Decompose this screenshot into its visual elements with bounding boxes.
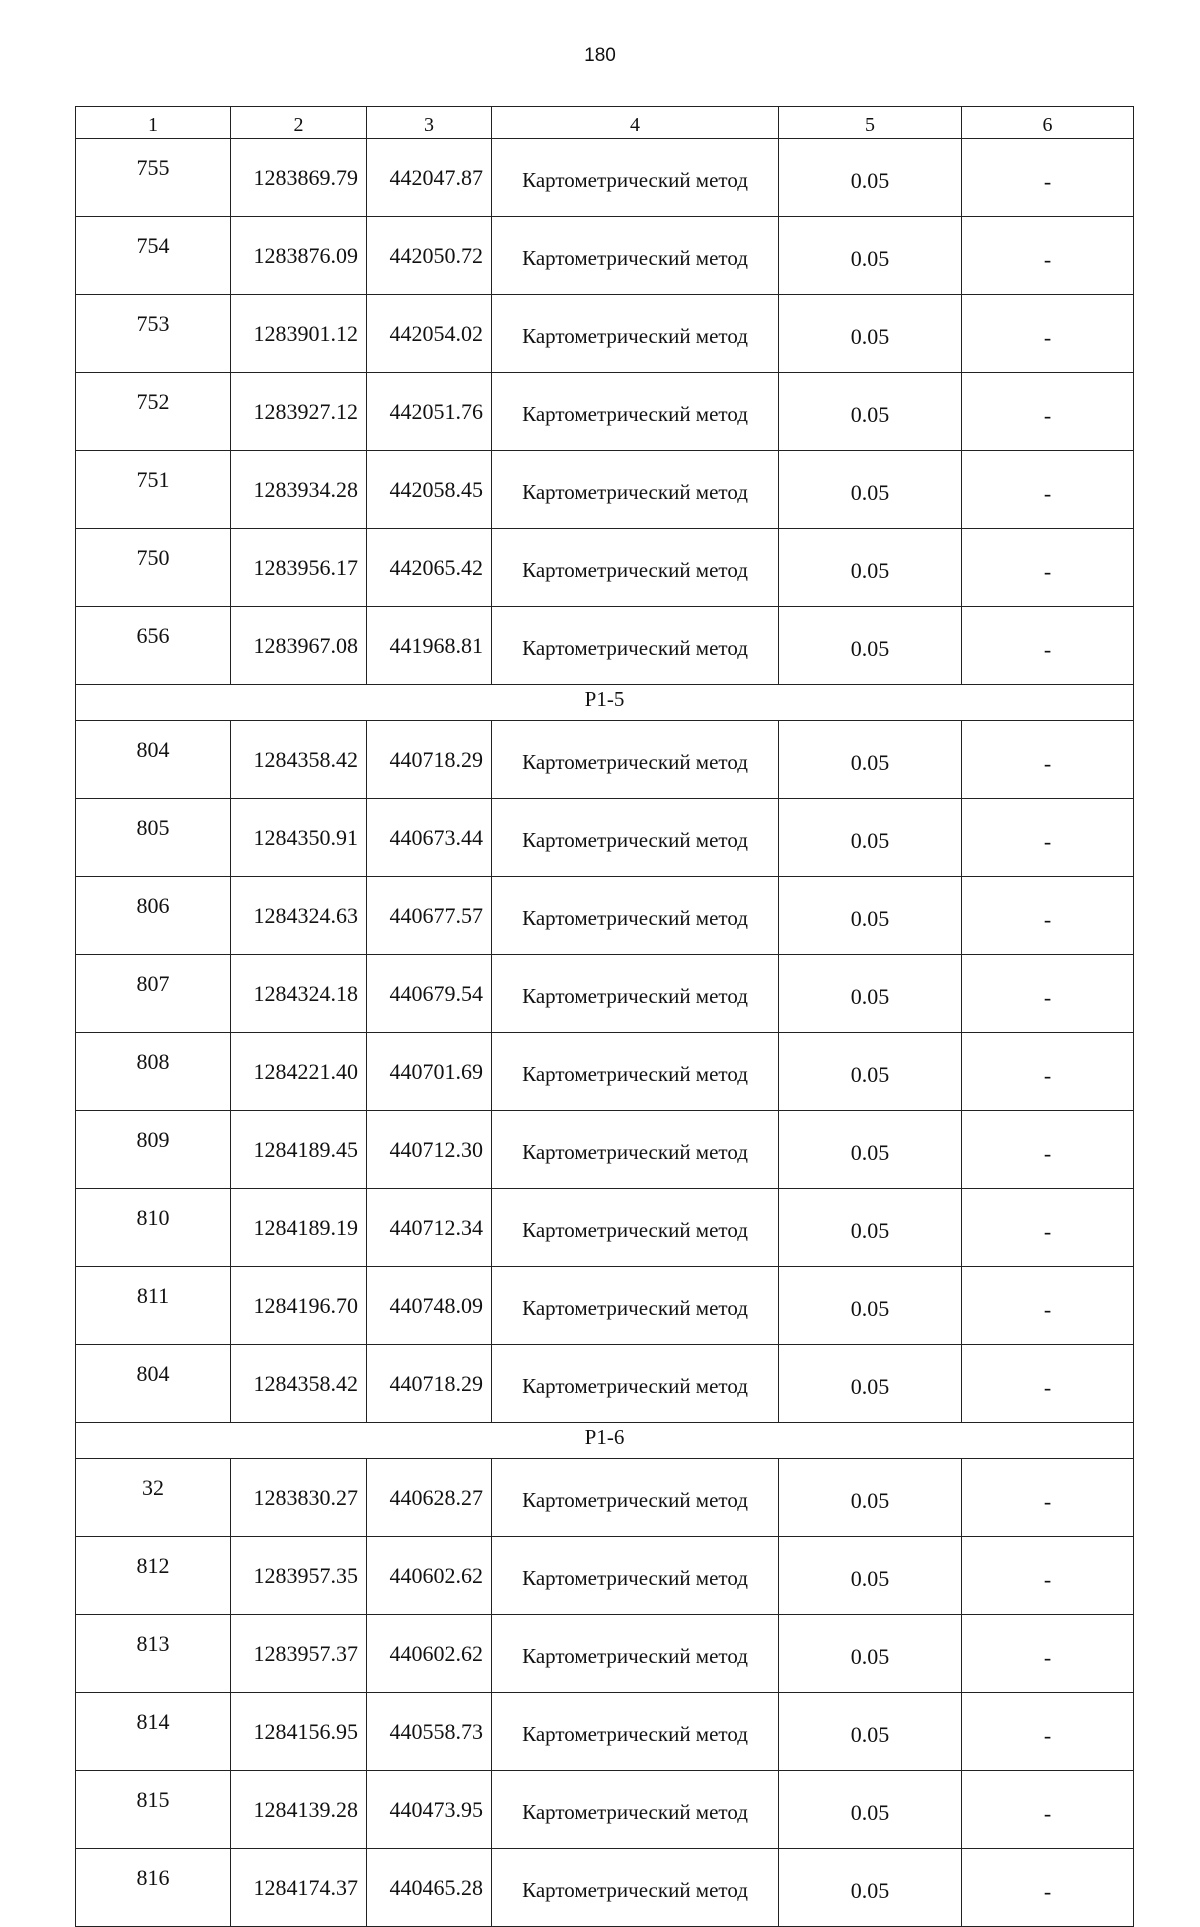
method-cell: Картометрический метод [492, 373, 779, 451]
x-coordinate-cell: 1283901.12 [231, 295, 367, 373]
description-cell: - [962, 217, 1134, 295]
accuracy-cell: 0.05 [779, 295, 962, 373]
accuracy-cell: 0.05 [779, 1033, 962, 1111]
point-number-cell: 754 [76, 217, 231, 295]
x-coordinate-cell: 1283967.08 [231, 607, 367, 685]
point-number-cell: 811 [76, 1267, 231, 1345]
point-number-cell: 808 [76, 1033, 231, 1111]
y-coordinate-cell: 442065.42 [367, 529, 492, 607]
point-number-cell: 804 [76, 721, 231, 799]
description-cell: - [962, 721, 1134, 799]
table-row [76, 295, 1134, 373]
description-cell: - [962, 1345, 1134, 1423]
y-coordinate-cell: 440558.73 [367, 1693, 492, 1771]
accuracy-cell: 0.05 [779, 1615, 962, 1693]
method-cell: Картометрический метод [492, 607, 779, 685]
table-row [76, 1267, 1134, 1345]
column-number-row [76, 107, 1134, 139]
method-cell: Картометрический метод [492, 295, 779, 373]
x-coordinate-cell: 1283957.37 [231, 1615, 367, 1693]
description-cell: - [962, 529, 1134, 607]
x-coordinate-cell: 1283830.27 [231, 1459, 367, 1537]
point-number-cell: 816 [76, 1849, 231, 1927]
description-cell: - [962, 1771, 1134, 1849]
table-row [76, 799, 1134, 877]
method-cell: Картометрический метод [492, 1615, 779, 1693]
section-header-row [76, 1423, 1134, 1459]
description-cell: - [962, 1111, 1134, 1189]
description-cell: - [962, 451, 1134, 529]
point-number-cell: 812 [76, 1537, 231, 1615]
method-cell: Картометрический метод [492, 1267, 779, 1345]
x-coordinate-cell: 1283957.35 [231, 1537, 367, 1615]
y-coordinate-cell: 440718.29 [367, 1345, 492, 1423]
description-cell: - [962, 1459, 1134, 1537]
method-cell: Картометрический метод [492, 1111, 779, 1189]
description-cell: - [962, 1033, 1134, 1111]
accuracy-cell: 0.05 [779, 1459, 962, 1537]
x-coordinate-cell: 1284196.70 [231, 1267, 367, 1345]
accuracy-cell: 0.05 [779, 721, 962, 799]
table-row [76, 139, 1134, 217]
point-number-cell: 751 [76, 451, 231, 529]
method-cell: Картометрический метод [492, 1849, 779, 1927]
method-cell: Картометрический метод [492, 529, 779, 607]
y-coordinate-cell: 442047.87 [367, 139, 492, 217]
point-number-cell: 755 [76, 139, 231, 217]
method-cell: Картометрический метод [492, 1189, 779, 1267]
y-coordinate-cell: 440602.62 [367, 1615, 492, 1693]
accuracy-cell: 0.05 [779, 1189, 962, 1267]
method-cell: Картометрический метод [492, 217, 779, 295]
x-coordinate-cell: 1283876.09 [231, 217, 367, 295]
method-cell: Картометрический метод [492, 139, 779, 217]
y-coordinate-cell: 440677.57 [367, 877, 492, 955]
description-cell: - [962, 1267, 1134, 1345]
accuracy-cell: 0.05 [779, 373, 962, 451]
y-coordinate-cell: 440473.95 [367, 1771, 492, 1849]
y-coordinate-cell: 442054.02 [367, 295, 492, 373]
accuracy-cell: 0.05 [779, 1771, 962, 1849]
table-row [76, 529, 1134, 607]
method-cell: Картометрический метод [492, 1537, 779, 1615]
point-number-cell: 804 [76, 1345, 231, 1423]
point-number-cell: 813 [76, 1615, 231, 1693]
section-label: Р1-5 [76, 685, 1134, 721]
column-header: 3 [367, 107, 492, 139]
y-coordinate-cell: 440701.69 [367, 1033, 492, 1111]
accuracy-cell: 0.05 [779, 139, 962, 217]
accuracy-cell: 0.05 [779, 1345, 962, 1423]
x-coordinate-cell: 1284358.42 [231, 1345, 367, 1423]
accuracy-cell: 0.05 [779, 607, 962, 685]
table-row [76, 1615, 1134, 1693]
column-header: 2 [231, 107, 367, 139]
point-number-cell: 814 [76, 1693, 231, 1771]
point-number-cell: 752 [76, 373, 231, 451]
table-row [76, 217, 1134, 295]
accuracy-cell: 0.05 [779, 1849, 962, 1927]
table-row [76, 1189, 1134, 1267]
point-number-cell: 810 [76, 1189, 231, 1267]
section-header-row [76, 685, 1134, 721]
table-row [76, 1849, 1134, 1927]
method-cell: Картометрический метод [492, 1459, 779, 1537]
y-coordinate-cell: 440712.30 [367, 1111, 492, 1189]
point-number-cell: 753 [76, 295, 231, 373]
accuracy-cell: 0.05 [779, 877, 962, 955]
table-row [76, 877, 1134, 955]
point-number-cell: 815 [76, 1771, 231, 1849]
table-row [76, 451, 1134, 529]
table-row [76, 1459, 1134, 1537]
y-coordinate-cell: 440748.09 [367, 1267, 492, 1345]
description-cell: - [962, 1615, 1134, 1693]
method-cell: Картометрический метод [492, 1033, 779, 1111]
page-number: 180 [584, 45, 616, 66]
description-cell: - [962, 295, 1134, 373]
point-number-cell: 807 [76, 955, 231, 1033]
column-header: 4 [492, 107, 779, 139]
x-coordinate-cell: 1283934.28 [231, 451, 367, 529]
x-coordinate-cell: 1284174.37 [231, 1849, 367, 1927]
point-number-cell: 805 [76, 799, 231, 877]
accuracy-cell: 0.05 [779, 1693, 962, 1771]
table-row [76, 373, 1134, 451]
accuracy-cell: 0.05 [779, 217, 962, 295]
y-coordinate-cell: 440718.29 [367, 721, 492, 799]
table-body [76, 107, 1134, 1927]
point-number-cell: 809 [76, 1111, 231, 1189]
table-row [76, 955, 1134, 1033]
column-header: 6 [962, 107, 1134, 139]
description-cell: - [962, 877, 1134, 955]
column-header: 1 [76, 107, 231, 139]
accuracy-cell: 0.05 [779, 1111, 962, 1189]
table-row [76, 607, 1134, 685]
y-coordinate-cell: 440712.34 [367, 1189, 492, 1267]
x-coordinate-cell: 1283927.12 [231, 373, 367, 451]
y-coordinate-cell: 440673.44 [367, 799, 492, 877]
y-coordinate-cell: 440602.62 [367, 1537, 492, 1615]
x-coordinate-cell: 1284324.63 [231, 877, 367, 955]
description-cell: - [962, 373, 1134, 451]
y-coordinate-cell: 440465.28 [367, 1849, 492, 1927]
description-cell: - [962, 1537, 1134, 1615]
description-cell: - [962, 1693, 1134, 1771]
table-row [76, 1771, 1134, 1849]
method-cell: Картометрический метод [492, 1345, 779, 1423]
y-coordinate-cell: 440628.27 [367, 1459, 492, 1537]
table-row [76, 1537, 1134, 1615]
table-row [76, 1693, 1134, 1771]
table-row [76, 1033, 1134, 1111]
point-number-cell: 32 [76, 1459, 231, 1537]
description-cell: - [962, 139, 1134, 217]
method-cell: Картометрический метод [492, 451, 779, 529]
accuracy-cell: 0.05 [779, 955, 962, 1033]
y-coordinate-cell: 441968.81 [367, 607, 492, 685]
x-coordinate-cell: 1284156.95 [231, 1693, 367, 1771]
section-label: Р1-6 [76, 1423, 1134, 1459]
method-cell: Картометрический метод [492, 955, 779, 1033]
x-coordinate-cell: 1284350.91 [231, 799, 367, 877]
method-cell: Картометрический метод [492, 721, 779, 799]
x-coordinate-cell: 1284189.45 [231, 1111, 367, 1189]
table-row [76, 1345, 1134, 1423]
x-coordinate-cell: 1284358.42 [231, 721, 367, 799]
x-coordinate-cell: 1284139.28 [231, 1771, 367, 1849]
accuracy-cell: 0.05 [779, 529, 962, 607]
accuracy-cell: 0.05 [779, 1267, 962, 1345]
accuracy-cell: 0.05 [779, 451, 962, 529]
accuracy-cell: 0.05 [779, 799, 962, 877]
column-header: 5 [779, 107, 962, 139]
method-cell: Картометрический метод [492, 799, 779, 877]
description-cell: - [962, 1849, 1134, 1927]
y-coordinate-cell: 440679.54 [367, 955, 492, 1033]
x-coordinate-cell: 1284324.18 [231, 955, 367, 1033]
description-cell: - [962, 955, 1134, 1033]
description-cell: - [962, 607, 1134, 685]
x-coordinate-cell: 1284221.40 [231, 1033, 367, 1111]
coordinates-table [75, 106, 1134, 1927]
y-coordinate-cell: 442058.45 [367, 451, 492, 529]
point-number-cell: 750 [76, 529, 231, 607]
x-coordinate-cell: 1283869.79 [231, 139, 367, 217]
x-coordinate-cell: 1283956.17 [231, 529, 367, 607]
method-cell: Картометрический метод [492, 1693, 779, 1771]
description-cell: - [962, 799, 1134, 877]
description-cell: - [962, 1189, 1134, 1267]
method-cell: Картометрический метод [492, 877, 779, 955]
accuracy-cell: 0.05 [779, 1537, 962, 1615]
table-row [76, 721, 1134, 799]
y-coordinate-cell: 442051.76 [367, 373, 492, 451]
y-coordinate-cell: 442050.72 [367, 217, 492, 295]
table-row [76, 1111, 1134, 1189]
point-number-cell: 656 [76, 607, 231, 685]
method-cell: Картометрический метод [492, 1771, 779, 1849]
point-number-cell: 806 [76, 877, 231, 955]
x-coordinate-cell: 1284189.19 [231, 1189, 367, 1267]
